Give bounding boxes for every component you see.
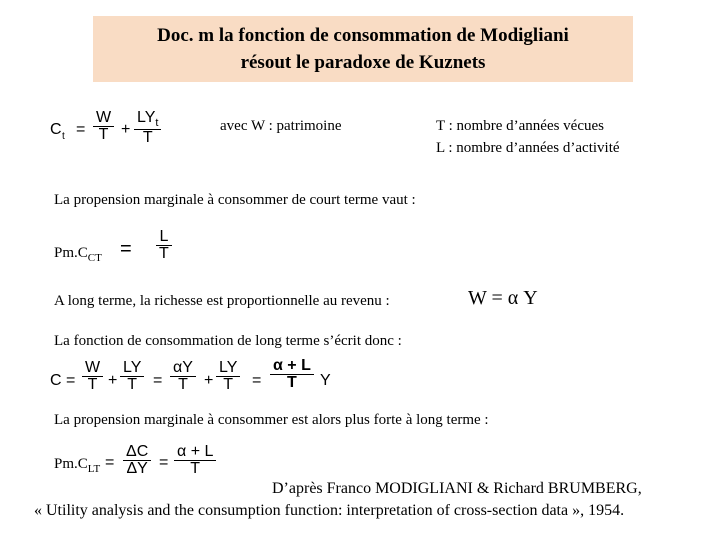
pm-lt-f1-num: ΔC: [126, 443, 149, 460]
formula1-frac1-num: W: [96, 109, 112, 126]
formula1-frac2-num-sub: t: [155, 117, 159, 130]
pm-lt-frac-2: [174, 444, 216, 477]
formula1-plus: +: [121, 121, 131, 138]
formula2-f3-num: αY: [173, 359, 193, 376]
pm-lt-label-sub: LT: [87, 463, 101, 475]
pm-ct-equals: =: [120, 238, 132, 260]
pm-lt-f2-num: α + L: [177, 443, 214, 460]
formula1-c-subscript: t: [62, 131, 65, 142]
formula2-plus-1: +: [108, 372, 118, 389]
wealth-relation: W = α Y: [468, 287, 538, 309]
pm-lt-equals-2: =: [159, 454, 169, 471]
title-box: [93, 16, 633, 82]
formula2-f4-den: T: [223, 376, 234, 393]
pm-ct-label-sub: CT: [87, 252, 102, 264]
formula2-equals-3: =: [252, 372, 262, 389]
pm-lt-frac-1: [123, 444, 151, 477]
citation-authors: D’après Franco MODIGLIANI & Richard BRUMBERG,: [272, 480, 642, 497]
sentence-long-term-wealth: A long terme, la richesse est proportionnelle au revenu :: [54, 293, 390, 309]
formula2-f1-num: W: [85, 359, 101, 376]
formula2-equals-2: =: [153, 372, 163, 389]
sentence-short-term: La propension marginale à consommer de court terme vaut :: [54, 192, 416, 208]
sentence-long-term-function: La fonction de consommation de long terme s’écrit donc :: [54, 333, 402, 349]
formula2-f5-den: T: [287, 374, 297, 391]
definition-l: L : nombre d’années d’activité: [436, 140, 620, 156]
formula1-c: C: [50, 121, 62, 138]
formula2-frac-3: [170, 360, 196, 393]
formula2-frac-4: [216, 360, 240, 393]
formula2-frac-1: [82, 360, 103, 393]
formula2-frac-5: [270, 358, 314, 391]
formula1-frac-lyt-t: [134, 110, 161, 146]
formula1-equals: =: [76, 121, 86, 138]
pm-lt-f1-den: ΔY: [126, 460, 148, 477]
pm-ct-frac-den: T: [159, 245, 169, 262]
definition-t: T : nombre d’années vécues: [436, 118, 604, 134]
formula2-f2-num: LY: [123, 359, 142, 376]
formula2-frac-2: [120, 360, 144, 393]
formula2-c: C: [50, 372, 62, 389]
formula2-equals-1: =: [66, 372, 76, 389]
pm-lt-equals-1: =: [105, 454, 115, 471]
citation-title: « Utility analysis and the consumption function: interpretation of cross-section data », 1954.: [34, 502, 625, 519]
formula2-f1-den: T: [87, 376, 98, 393]
formula1-frac2-den: T: [142, 129, 153, 147]
formula2-f2-den: T: [127, 376, 138, 393]
title-line-1: Doc. m la fonction de consommation de Modigliani: [157, 25, 569, 46]
formula2-y: Y: [320, 372, 331, 389]
title-line-2: résout le paradoxe de Kuznets: [240, 52, 486, 73]
formula1-frac-w-t: [93, 110, 114, 143]
pm-ct-frac-num: L: [159, 228, 169, 245]
formula2-plus-2: +: [204, 372, 214, 389]
formula1-frac1-den: T: [98, 126, 109, 143]
sentence-long-term-propensity: La propension marginale à consommer est alors plus forte à long terme :: [54, 412, 489, 428]
pm-ct-frac: [156, 229, 172, 262]
formula1-frac2-num: LY: [137, 109, 156, 126]
pm-lt-f2-den: T: [190, 460, 201, 477]
pm-lt-label: $Pm.C_{LT}$: [54, 456, 101, 475]
pm-ct-label: $Pm.C_{CT}$: [54, 245, 102, 264]
formula2-f3-den: T: [178, 376, 188, 393]
formula2-f5-num: α + L: [273, 357, 311, 374]
formula2-f4-num: LY: [219, 359, 238, 376]
definition-w: avec W : patrimoine: [220, 118, 342, 134]
